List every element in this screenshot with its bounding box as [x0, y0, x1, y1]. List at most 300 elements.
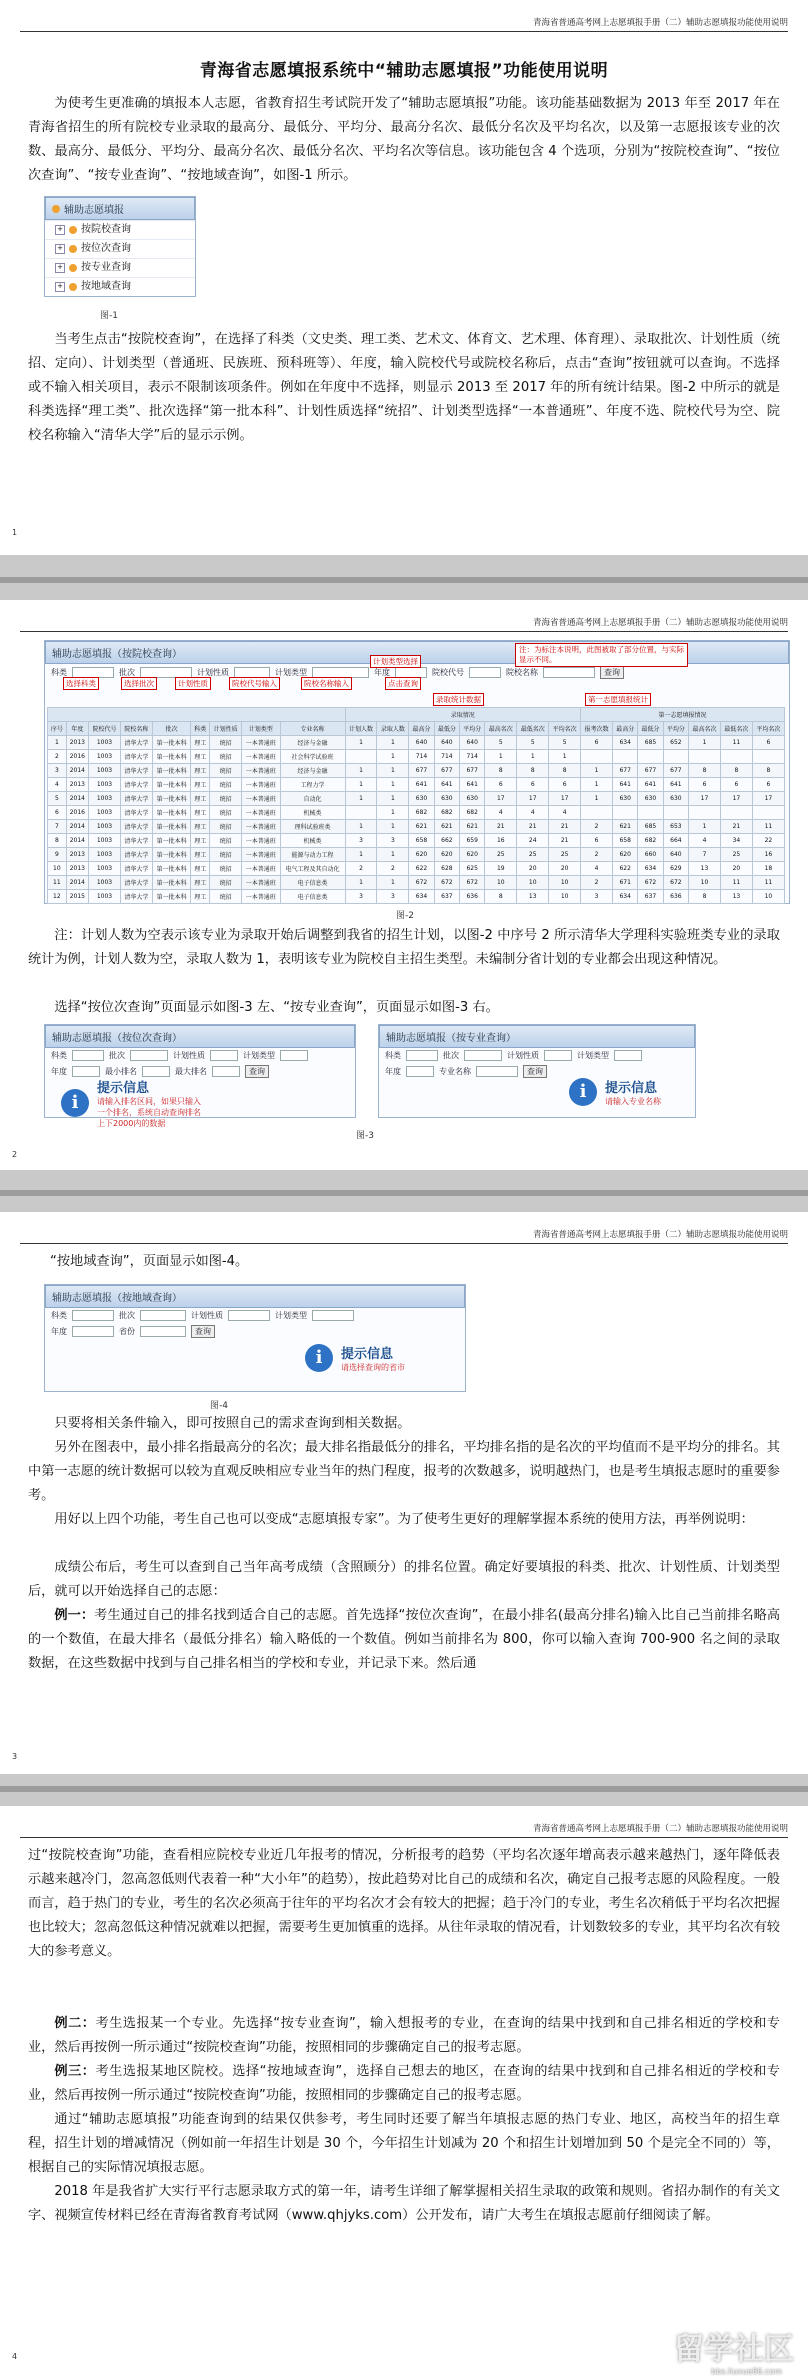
- field-label: 年度: [51, 1067, 67, 1076]
- table-cell: 19: [485, 862, 517, 876]
- plan-type-select[interactable]: [312, 1310, 354, 1321]
- table-cell: 658: [613, 834, 638, 848]
- expand-icon: +: [55, 282, 65, 292]
- table-row[interactable]: [48, 848, 785, 862]
- column-header: 序号: [48, 722, 67, 736]
- batch-select[interactable]: [130, 1050, 168, 1061]
- table-cell: 1003: [89, 792, 121, 806]
- min-rank-input[interactable]: [142, 1066, 170, 1077]
- column-header: 最低名次: [720, 722, 752, 736]
- table-cell: 3: [345, 890, 377, 904]
- table-cell: 统招: [210, 890, 242, 904]
- table-cell: 清华大学: [120, 750, 152, 764]
- table-row[interactable]: [48, 778, 785, 792]
- table-cell: 640: [434, 736, 459, 750]
- year-select[interactable]: [72, 1066, 100, 1077]
- table-cell: 6: [720, 778, 752, 792]
- menu-item-by-major[interactable]: [45, 258, 195, 277]
- example-1-text: 考生通过自己的排名找到适合自己的志愿。首先选择“按位次查询”，在最小排名(最高分排名)输入比自己当前排名略高的一个数值，在最大排名（最低分排名）输入略低的一个数值。例如当前排名为 800，你可以输入查询 700-900 名之间的录取数据，在这些数据中找到与自己排名相当的学校和专业，并记录下来。然后通: [28, 1608, 781, 1671]
- table-row[interactable]: [48, 806, 785, 820]
- table-row[interactable]: [48, 862, 785, 876]
- school-query-paragraph: 当考生点击“按院校查询”，在选择了科类（文史类、理工类、艺术文、体育文、艺术理、体育理）、录取批次、计划性质（统招、定向）、计划类型（普通班、民族班、预科班等）、年度，输入院校代号或院校名称后，点击“查询”按钮就可以查询。不选择或不输入相关项目，表示不限制该项条件。例如在年度中不选择，则显示 2013 至 2017 年的所有统计结果。图-2 中所示的就是科类选择“理工类”、批次选择“第一批本科”、计划性质选择“统招”、计划类型选择“一本普通班”、年度不选、院校代号为空、院校名称输入“清华大学”后的显示示例。: [28, 332, 780, 443]
- table-cell: 641: [434, 778, 459, 792]
- score-release-paragraph: 成绩公布后，考生可以查到自己当年高考成绩（含照顾分）的排名位置。确定好要填报的科类、批次、计划性质、计划类型后，就可以开始选择自己的志愿：: [28, 1560, 780, 1599]
- table-cell: 1: [48, 736, 67, 750]
- field-label: 计划类型: [577, 1051, 609, 1060]
- table-body: [48, 736, 785, 904]
- info-box: [569, 1077, 661, 1107]
- annotation-label: 院校名称输入: [301, 677, 352, 690]
- table-cell: 2: [581, 848, 613, 862]
- figure-4-screenshot: [44, 1284, 466, 1392]
- table-cell: 清华大学: [120, 876, 152, 890]
- menu-title: 辅助志愿填报: [64, 205, 124, 216]
- page-number: 1: [12, 528, 18, 537]
- table-cell: [663, 750, 688, 764]
- table-cell: 630: [434, 792, 459, 806]
- table-cell: 10: [549, 876, 581, 890]
- table-cell: 8: [720, 764, 752, 778]
- table-cell: 634: [409, 890, 434, 904]
- table-cell: [613, 806, 638, 820]
- table-cell: 620: [409, 848, 434, 862]
- field-label: 院校名称: [506, 668, 538, 677]
- plan-type-select[interactable]: [280, 1050, 308, 1061]
- table-cell: 8: [517, 764, 549, 778]
- table-cell: 6: [581, 834, 613, 848]
- table-cell: 21: [549, 834, 581, 848]
- menu-item-by-rank[interactable]: [45, 239, 195, 258]
- annotation-label: 录取统计数据: [433, 693, 484, 706]
- page-number: 2: [12, 1150, 18, 1159]
- info-icon: i: [305, 1344, 333, 1372]
- table-cell: 1: [345, 820, 377, 834]
- table-cell: 9: [48, 848, 67, 862]
- max-rank-input[interactable]: [212, 1066, 240, 1077]
- figure-3-left-screenshot: [44, 1024, 356, 1128]
- table-cell: 1: [377, 848, 409, 862]
- annotation-label: 计划性质: [175, 677, 211, 690]
- table-row[interactable]: [48, 736, 785, 750]
- annotation-label: 点击查询: [385, 677, 421, 690]
- table-cell: 1: [345, 764, 377, 778]
- table-row[interactable]: [48, 750, 785, 764]
- table-cell: [689, 806, 721, 820]
- table-cell: 6: [48, 806, 67, 820]
- table-row[interactable]: [48, 890, 785, 904]
- item-icon: [69, 283, 77, 291]
- school-code-input[interactable]: [469, 667, 501, 678]
- table-cell: 1: [377, 778, 409, 792]
- table-cell: 理工: [191, 862, 210, 876]
- table-cell: 25: [485, 848, 517, 862]
- reference-paragraph: 通过“辅助志愿填报”功能查询到的结果仅供参考，考生同时还要了解当年填报志愿的热门专业、地区，高校当年的招生章程，招生计划的增减情况（例如前一年招生计划是 30 个，今年招生计划减为 20 个和招生计划增加到 50 个是完全不同的）等，根据自己的实际情况填报志愿。: [28, 2112, 780, 2175]
- field-label: 批次: [119, 1311, 135, 1320]
- table-cell: 清华大学: [120, 834, 152, 848]
- table-row[interactable]: [48, 820, 785, 834]
- annotation-label: 选择批次: [121, 677, 157, 690]
- table-cell: 一本普通班: [242, 750, 281, 764]
- table-cell: 637: [638, 890, 663, 904]
- table-cell: 6: [485, 778, 517, 792]
- category-select[interactable]: [72, 1050, 104, 1061]
- table-cell: 3: [377, 834, 409, 848]
- major-query-form: [379, 1048, 695, 1063]
- category-select[interactable]: [72, 1310, 114, 1321]
- table-cell: 672: [409, 876, 434, 890]
- table-row[interactable]: [48, 764, 785, 778]
- page-header: 青海省普通高考网上志愿填报手册（二）辅助志愿填报功能使用说明: [532, 618, 788, 628]
- region-query-form: [45, 1308, 465, 1323]
- table-cell: 3: [48, 764, 67, 778]
- table-cell: 2: [48, 750, 67, 764]
- batch-select[interactable]: [140, 1310, 186, 1321]
- table-cell: [752, 806, 784, 820]
- table-cell: 25: [720, 848, 752, 862]
- table-cell: 理工: [191, 848, 210, 862]
- table-cell: 清华大学: [120, 820, 152, 834]
- group-header: 第一志愿填报情况: [581, 708, 785, 722]
- table-cell: 第一批本科: [152, 792, 191, 806]
- table-cell: 统招: [210, 778, 242, 792]
- category-select[interactable]: [406, 1050, 438, 1061]
- table-cell: 677: [663, 764, 688, 778]
- table-cell: 1003: [89, 736, 121, 750]
- table-cell: 634: [613, 890, 638, 904]
- annotation-label: 第一志愿填报统计: [585, 693, 651, 706]
- page-separator: [0, 1190, 808, 1196]
- table-cell: 4: [689, 834, 721, 848]
- table-cell: 第一批本科: [152, 876, 191, 890]
- table-cell: 10: [517, 876, 549, 890]
- table-cell: 630: [613, 792, 638, 806]
- table-cell: 16: [485, 834, 517, 848]
- column-header-row: [48, 722, 785, 736]
- table-cell: 1: [345, 876, 377, 890]
- table-cell: 2013: [66, 736, 88, 750]
- page-header: 青海省普通高考网上志愿填报手册（二）辅助志愿填报功能使用说明: [532, 1230, 788, 1240]
- table-cell: [613, 750, 638, 764]
- table-cell: 685: [638, 736, 663, 750]
- column-header: 录取人数: [377, 722, 409, 736]
- table-cell: 652: [663, 736, 688, 750]
- table-cell: 清华大学: [120, 806, 152, 820]
- region-query-paragraph: “按地域查询”，页面显示如图-4。: [50, 1254, 249, 1269]
- table-cell: 10: [689, 876, 721, 890]
- year-select[interactable]: [406, 1066, 434, 1077]
- table-cell: 1003: [89, 876, 121, 890]
- plan-note-paragraph: 注：计划人数为空表示该专业为录取开始后调整到我省的招生计划，以图-2 中序号 2 所示清华大学理科实验班类专业的录取统计为例，计划人数为空，录取人数为 1，表明该专业为院校自主招生类型。未编制分省计划的专业都会出现这种情况。: [28, 928, 780, 967]
- table-cell: 2: [581, 876, 613, 890]
- menu-item-by-region[interactable]: [45, 277, 195, 296]
- table-cell: 10: [752, 890, 784, 904]
- summary-paragraph: 只要将相关条件输入，即可按照自己的需求查询到相关数据。: [54, 1416, 411, 1431]
- table-cell: 672: [434, 876, 459, 890]
- table-cell: 电子信息类: [280, 876, 345, 890]
- field-label: 批次: [119, 668, 135, 677]
- table-cell: 21: [720, 820, 752, 834]
- table-cell: 620: [613, 848, 638, 862]
- table-cell: 第一批本科: [152, 862, 191, 876]
- query-button[interactable]: 查询: [600, 666, 624, 679]
- info-message: 请选择查询的省市: [341, 1363, 405, 1372]
- table-cell: 理工: [191, 834, 210, 848]
- table-cell: 672: [663, 876, 688, 890]
- menu-item-label: 按位次查询: [81, 243, 131, 254]
- policy-paragraph: 2018 年是我省扩大实行平行志愿录取方式的第一年，请考生详细了解掌握相关招生录取的政策和规则。省招办制作的有关文字、视频宣传材料已经在青海省教育考试网（www.qhjyks.com）公开发布，请广大考生在填报志愿前仔细阅读了解。: [28, 2184, 780, 2223]
- table-cell: 2016: [66, 750, 88, 764]
- group-header-row: [48, 708, 785, 722]
- table-cell: 统招: [210, 820, 242, 834]
- table-cell: 20: [549, 862, 581, 876]
- panel-title: 辅助志愿填报（按位次查询）: [45, 1025, 355, 1048]
- table-cell: 清华大学: [120, 848, 152, 862]
- table-cell: 统招: [210, 736, 242, 750]
- table-cell: 经济与金融: [280, 736, 345, 750]
- table-cell: 第一批本科: [152, 764, 191, 778]
- menu-item-by-school[interactable]: [45, 220, 195, 239]
- table-cell: 第一批本科: [152, 834, 191, 848]
- table-cell: 2016: [66, 806, 88, 820]
- query-button[interactable]: 查询: [245, 1065, 269, 1078]
- info-message: 请输入排名区间，如果只输入一个排名，系统自动查询排名上下2000内的数据: [97, 1097, 201, 1128]
- table-cell: 统招: [210, 834, 242, 848]
- field-label: 计划类型: [275, 1311, 307, 1320]
- table-cell: 17: [517, 792, 549, 806]
- table-cell: 理工: [191, 736, 210, 750]
- annotation-label: 选择科类: [63, 677, 99, 690]
- menu-header[interactable]: [45, 197, 195, 220]
- table-cell: 理工: [191, 876, 210, 890]
- table-cell: [638, 806, 663, 820]
- column-header: 平均分: [460, 722, 485, 736]
- table-cell: 671: [613, 876, 638, 890]
- document-title: 青海省志愿填报系统中“辅助志愿填报”功能使用说明: [199, 61, 609, 81]
- table-cell: 清华大学: [120, 890, 152, 904]
- table-cell: 5: [485, 736, 517, 750]
- table-cell: 6: [752, 778, 784, 792]
- table-cell: 一本普通班: [242, 890, 281, 904]
- plan-nature-select[interactable]: [544, 1050, 572, 1061]
- table-cell: 17: [485, 792, 517, 806]
- table-cell: 统招: [210, 806, 242, 820]
- field-label: 计划类型: [243, 1051, 275, 1060]
- year-select[interactable]: [72, 1326, 114, 1337]
- panel-title: 辅助志愿填报（按地域查询）: [45, 1285, 465, 1308]
- table-row[interactable]: [48, 876, 785, 890]
- example-3-text: 考生选报某地区院校。选择“按地域查询”，选择自己想去的地区，在查询的结果中找到和自己排名相近的学校和专业，然后再按例一所示通过“按院校查询”功能，按照相同的步骤确定自己的报考志愿。: [28, 2064, 780, 2103]
- table-cell: 清华大学: [120, 862, 152, 876]
- table-cell: 628: [434, 862, 459, 876]
- table-cell: 2014: [66, 792, 88, 806]
- table-cell: 20: [720, 862, 752, 876]
- expand-icon: +: [55, 263, 65, 273]
- table-cell: 1: [377, 820, 409, 834]
- table-cell: 653: [663, 820, 688, 834]
- table-cell: 清华大学: [120, 792, 152, 806]
- menu-icon: [52, 205, 60, 213]
- info-title: 提示信息: [341, 1347, 394, 1362]
- table-cell: 一本普通班: [242, 764, 281, 778]
- field-label: 科类: [385, 1051, 401, 1060]
- menu-item-label: 按专业查询: [81, 262, 131, 273]
- table-cell: 工程力学: [280, 778, 345, 792]
- table-cell: 社会科学试验班: [280, 750, 345, 764]
- table-cell: 16: [752, 848, 784, 862]
- column-header: 院校名称: [120, 722, 152, 736]
- table-cell: 1003: [89, 848, 121, 862]
- table-cell: 理工: [191, 820, 210, 834]
- table-cell: 清华大学: [120, 736, 152, 750]
- school-name-input[interactable]: [543, 667, 595, 678]
- table-cell: 一本普通班: [242, 862, 281, 876]
- figure-4-caption: 图-4: [210, 1401, 228, 1411]
- table-cell: 2: [581, 820, 613, 834]
- plan-nature-select[interactable]: [210, 1050, 238, 1061]
- table-cell: 1: [377, 792, 409, 806]
- item-icon: [69, 264, 77, 272]
- field-label: 计划性质: [173, 1051, 205, 1060]
- table-cell: 理工: [191, 806, 210, 820]
- column-header: 计划人数: [345, 722, 377, 736]
- annotation-note: 注：为标注本说明，此图被取了部分位置，与实际显示不同。: [515, 643, 688, 667]
- field-label: 计划性质: [197, 668, 229, 677]
- info-icon: i: [61, 1089, 89, 1117]
- table-cell: 能源与动力工程: [280, 848, 345, 862]
- table-cell: 629: [663, 862, 688, 876]
- example-1-continued-paragraph: 过“按院校查询”功能，查看相应院校专业近几年报考的情况，分析报考的趋势（平均名次逐年增高表示越来越热门，逐年降低表示越来越冷门，忽高忽低则代表着一种“大小年”的趋势），按此趋势对比自己的成绩和名次，确定自己报考志愿的风险程度。一般而言，趋于热门的专业，考生的名次必须高于往年的平均名次才会有较大的把握；趋于冷门的专业，考生名次稍低于平均名次把握也比较大；忽高忽低这种情况就难以把握，需要考生更加慎重的选择。从往年录取的情况看，计划数较多的专业，其平均名次有较大的参考意义。: [28, 1848, 780, 1959]
- table-cell: 630: [638, 792, 663, 806]
- table-cell: 2013: [66, 778, 88, 792]
- figure-3-caption: 图-3: [356, 1131, 374, 1141]
- table-cell: 5: [48, 792, 67, 806]
- table-cell: 677: [638, 764, 663, 778]
- table-cell: 625: [460, 862, 485, 876]
- table-cell: 理工: [191, 890, 210, 904]
- table-cell: 621: [434, 820, 459, 834]
- table-cell: 621: [460, 820, 485, 834]
- table-cell: 第一批本科: [152, 806, 191, 820]
- column-header: 专业名称: [280, 722, 345, 736]
- table-cell: 636: [460, 890, 485, 904]
- info-title: 提示信息: [97, 1081, 150, 1096]
- table-cell: 17: [549, 792, 581, 806]
- column-header: 院校代号: [89, 722, 121, 736]
- table-cell: 10: [48, 862, 67, 876]
- batch-select[interactable]: [464, 1050, 502, 1061]
- table-cell: 622: [409, 862, 434, 876]
- table-cell: 1: [549, 750, 581, 764]
- table-cell: 1: [377, 806, 409, 820]
- table-cell: 机械类: [280, 834, 345, 848]
- table-cell: 24: [517, 834, 549, 848]
- table-cell: [720, 806, 752, 820]
- example-1-label: 例一：: [54, 1608, 95, 1623]
- menu-item-label: 按院校查询: [81, 224, 131, 235]
- rank-query-form: [45, 1048, 355, 1063]
- plan-nature-select[interactable]: [228, 1310, 270, 1321]
- field-label: 年度: [374, 668, 390, 677]
- page-4: [0, 1806, 808, 2378]
- table-cell: 7: [48, 820, 67, 834]
- province-select[interactable]: [140, 1326, 186, 1337]
- table-cell: 6: [549, 778, 581, 792]
- page-header: 青海省普通高考网上志愿填报手册（二）辅助志愿填报功能使用说明: [532, 1824, 788, 1834]
- table-cell: 672: [460, 876, 485, 890]
- table-cell: 1003: [89, 834, 121, 848]
- table-row[interactable]: [48, 834, 785, 848]
- column-header: 科类: [191, 722, 210, 736]
- table-cell: 5: [549, 736, 581, 750]
- table-cell: 21: [517, 820, 549, 834]
- major-name-input[interactable]: [476, 1066, 518, 1077]
- table-cell: 统招: [210, 764, 242, 778]
- table-cell: 677: [613, 764, 638, 778]
- table-cell: [752, 750, 784, 764]
- field-label: 年度: [385, 1067, 401, 1076]
- table-cell: 658: [409, 834, 434, 848]
- column-header: 平均分: [663, 722, 688, 736]
- table-cell: 第一批本科: [152, 750, 191, 764]
- table-cell: 636: [663, 890, 688, 904]
- table-cell: 8: [689, 764, 721, 778]
- table-cell: 1003: [89, 806, 121, 820]
- table-cell: 自动化: [280, 792, 345, 806]
- table-cell: 677: [460, 764, 485, 778]
- table-cell: 一本普通班: [242, 806, 281, 820]
- table-cell: 641: [409, 778, 434, 792]
- table-cell: 621: [613, 820, 638, 834]
- table-cell: 8: [485, 890, 517, 904]
- field-label: 批次: [443, 1051, 459, 1060]
- page-header: 青海省普通高考网上志愿填报手册（二）辅助志愿填报功能使用说明: [532, 18, 788, 28]
- table-cell: 3: [581, 890, 613, 904]
- table-row[interactable]: [48, 792, 785, 806]
- table-cell: 641: [460, 778, 485, 792]
- table-cell: 一本普通班: [242, 820, 281, 834]
- table-cell: 11: [720, 876, 752, 890]
- column-header: 最高名次: [485, 722, 517, 736]
- figure-3-right-screenshot: [378, 1024, 696, 1118]
- table-cell: 1: [345, 778, 377, 792]
- header-rule: [20, 631, 788, 632]
- table-cell: 637: [434, 890, 459, 904]
- page-number: 3: [12, 1752, 18, 1761]
- page-3: [0, 1212, 808, 1774]
- expand-icon: +: [55, 244, 65, 254]
- table-cell: 6: [581, 736, 613, 750]
- column-header: 年度: [66, 722, 88, 736]
- query-button[interactable]: 查询: [523, 1065, 547, 1078]
- table-cell: 第一批本科: [152, 848, 191, 862]
- table-cell: 统招: [210, 862, 242, 876]
- table-cell: 714: [434, 750, 459, 764]
- plan-type-select[interactable]: [614, 1050, 642, 1061]
- item-icon: [69, 226, 77, 234]
- table-cell: 13: [720, 890, 752, 904]
- table-cell: 10: [549, 890, 581, 904]
- page-number: 4: [12, 2352, 18, 2361]
- rank-query-paragraph: 选择“按位次查询”页面显示如图-3 左、“按专业查询”，页面显示如图-3 右。: [54, 1000, 499, 1015]
- column-header: 最低分: [638, 722, 663, 736]
- query-button[interactable]: 查询: [191, 1325, 215, 1338]
- table-cell: 第一批本科: [152, 778, 191, 792]
- table-cell: 4: [485, 806, 517, 820]
- page-separator: [0, 1786, 808, 1792]
- group-header: 录取情况: [345, 708, 581, 722]
- table-cell: 17: [689, 792, 721, 806]
- column-header: 最高名次: [689, 722, 721, 736]
